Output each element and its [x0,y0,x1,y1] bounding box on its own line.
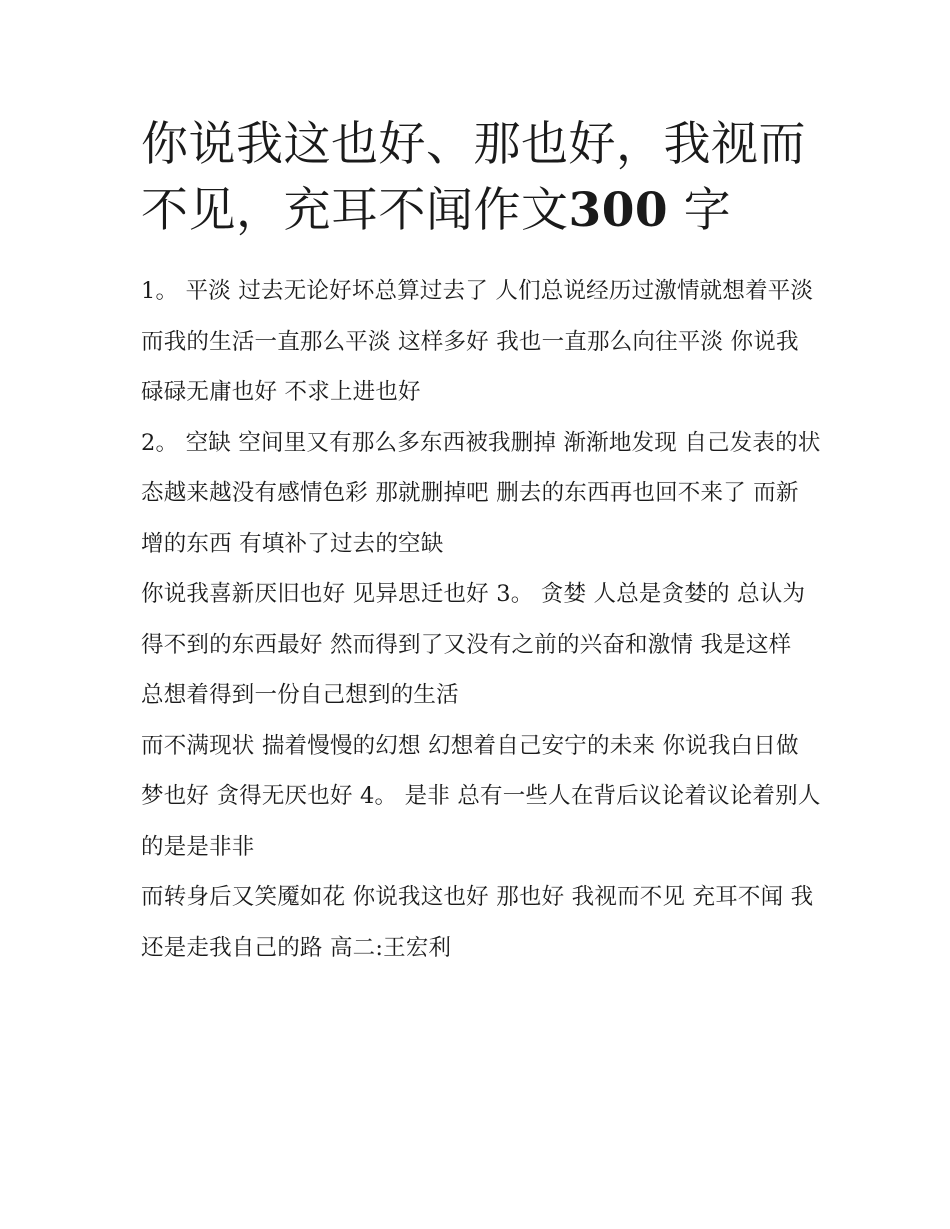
title-suffix: 字 [683,183,732,238]
paragraph-3: 你说我喜新厌旧也好 见异思迁也好 3。 贪婪 人总是贪婪的 总认为得不到的东西最好 然而得到了又没有之前的兴奋和激情 我是这样 总想着得到一份自己想到的生活 [141,581,806,708]
document-body [141,266,821,973]
title-number: 300 [568,183,669,238]
paragraph-5: 而转身后又笑魇如花 你说我这也好 那也好 我视而不见 充耳不闻 我还是走我自己的路 高二:王宏利 [141,884,814,961]
document-page [141,112,821,973]
paragraph-4: 而不满现状 揣着慢慢的幻想 幻想着自己安宁的未来 你说我白日做梦也好 贪得无厌也好 4。 是非 总有一些人在背后议论着议论着别人的是是非非 [141,732,821,860]
paragraph-1: 1。 平淡 过去无论好坏总算过去了 人们总说经历过激情就想着平淡 而我的生活一直那么平淡 这样多好 我也一直那么向往平淡 你说我碌碌无庸也好 不求上进也好 [141,278,814,405]
document-title [141,112,821,244]
paragraph-2: 2。 空缺 空间里又有那么多东西被我删掉 渐渐地发现 自己发表的状态越来越没有感情色彩 那就删掉吧 删去的东西再也回不来了 而新增的东西 有填补了过去的空缺 [141,429,821,557]
title-text: 你说我这也好、那也好，我视而不见，充耳不闻作文 [141,117,806,238]
